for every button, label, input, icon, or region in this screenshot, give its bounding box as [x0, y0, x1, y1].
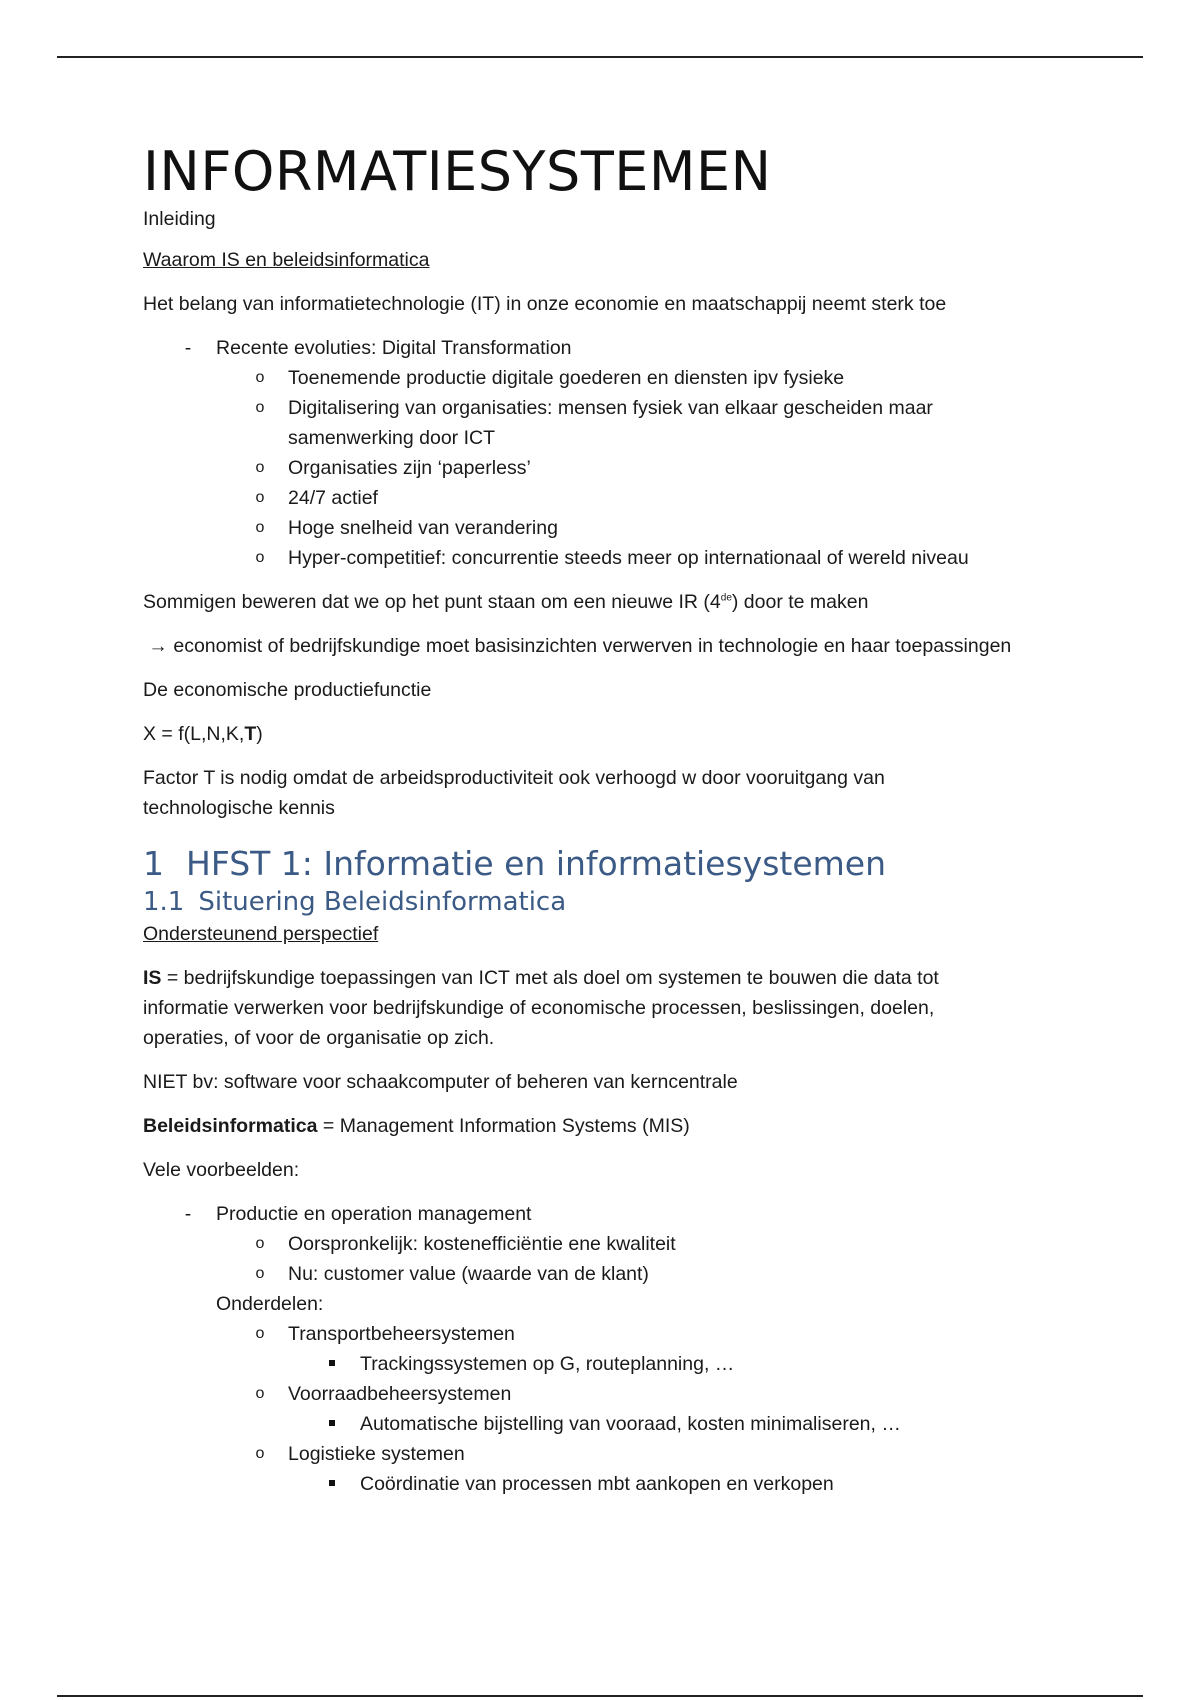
production-item: Oorspronkelijk: kostenefficiëntie ene kwaliteit: [288, 1233, 676, 1255]
production-function-label: De economische productiefunctie: [143, 679, 432, 701]
circle-bullet: o: [255, 1385, 265, 1402]
square-bullet-icon: [322, 1469, 342, 1499]
list-item: [143, 453, 1103, 483]
circle-bullet: o: [255, 549, 265, 566]
evolution-item: Digitalisering van organisaties: mensen fysiek van elkaar gescheiden maar samenwerking door ICT: [288, 397, 933, 449]
circle-bullet: o: [255, 459, 265, 476]
list-item: [143, 483, 1103, 513]
subsection-heading: [143, 885, 1103, 919]
dash-bullet: -: [184, 337, 192, 359]
document-title: INFORMATIESYSTEMEN: [143, 140, 772, 203]
circle-bullet: o: [255, 1445, 265, 1462]
factor-t-paragraph: Factor T is nodig omdat de arbeidsproductiviteit ook verhoogd w door vooruitgang van technologische kennis: [143, 767, 885, 819]
formula: [143, 719, 1103, 749]
square-bullet-icon: [322, 1349, 342, 1379]
list-item: [143, 1199, 1103, 1229]
is-definition-text: = bedrijfskundige toepassingen van ICT met als doel om systemen te bouwen die data tot informatie verwerken voor bedrijfskundige of economische processen, beslissingen, doelen, operaties, of voor de organisatie op zich.: [143, 967, 939, 1049]
list-item: [143, 1379, 1103, 1409]
part-label: Transportbeheersystemen: [288, 1323, 515, 1345]
production-list: [143, 1199, 1103, 1499]
formula-t: T: [244, 723, 257, 745]
economist-text: economist of bedrijfskundige moet basisinzichten verwerven in technologie en haar toepassingen: [173, 635, 1012, 657]
list-item: [143, 543, 1103, 573]
is-definition: [143, 963, 983, 1053]
list-item: [143, 1409, 1103, 1439]
part-label: Voorraadbeheersystemen: [288, 1383, 512, 1405]
economist-line: [143, 631, 1103, 661]
belang-paragraph: Het belang van informatietechnologie (IT) in onze economie en maatschappij neemt sterk toe: [143, 293, 947, 315]
part-detail: Trackingssystemen op G, routeplanning, …: [360, 1353, 735, 1375]
examples-label: Vele voorbeelden:: [143, 1159, 300, 1181]
production-item: Nu: customer value (waarde van de klant): [288, 1263, 649, 1285]
parts-label: Onderdelen:: [216, 1293, 324, 1315]
ir-claim: [143, 587, 1103, 617]
circle-bullet: o: [255, 399, 265, 416]
formula-suffix: ): [256, 723, 263, 745]
list-item: [143, 393, 1103, 453]
list-item: [143, 1259, 1103, 1289]
list-item: [143, 1229, 1103, 1259]
list-item: [143, 1469, 1103, 1499]
bi-term: Beleidsinformatica: [143, 1115, 318, 1137]
circle-bullet: o: [255, 1265, 265, 1282]
evolution-item: Hoge snelheid van verandering: [288, 517, 558, 539]
ir-claim-sup: de: [720, 592, 732, 604]
intro-label: Inleiding: [143, 208, 216, 230]
bi-definition-text: = Management Information Systems (MIS): [317, 1115, 690, 1137]
evolutions-list: [143, 333, 1103, 573]
evolution-item: Organisaties zijn ‘paperless’: [288, 457, 531, 479]
list-item: [143, 363, 1103, 393]
chapter-number: 1: [143, 844, 164, 883]
ir-claim-text: Sommigen beweren dat we op het punt staan om een nieuwe IR (4: [143, 591, 721, 613]
list-item: [143, 1319, 1103, 1349]
ir-claim-text-end: ) door te maken: [731, 591, 869, 613]
chapter-heading: [143, 843, 1103, 885]
page-content: [143, 140, 1103, 1499]
header-rule: [57, 56, 1143, 58]
section-heading: Waarom IS en beleidsinformatica: [143, 249, 430, 271]
part-label: Logistieke systemen: [288, 1443, 465, 1465]
circle-bullet: o: [255, 519, 265, 536]
dash-bullet: -: [184, 1203, 192, 1225]
formula-prefix: X = f(L,N,K,: [143, 723, 245, 745]
list-item: [143, 333, 1103, 363]
circle-bullet: o: [255, 489, 265, 506]
list-item: [143, 1349, 1103, 1379]
arrow-right-icon: →: [148, 635, 168, 657]
niet-paragraph: NIET bv: software voor schaakcomputer of beheren van kerncentrale: [143, 1071, 738, 1093]
is-term: IS: [143, 967, 162, 989]
circle-bullet: o: [255, 1235, 265, 1252]
production-label: Productie en operation management: [216, 1203, 532, 1225]
chapter-title: HFST 1: Informatie en informatiesystemen: [186, 844, 887, 883]
list-item: [143, 513, 1103, 543]
evolution-item: Toenemende productie digitale goederen en diensten ipv fysieke: [288, 367, 845, 389]
circle-bullet: o: [255, 369, 265, 386]
square-bullet-icon: [322, 1409, 342, 1439]
part-detail: Coördinatie van processen mbt aankopen en verkopen: [360, 1473, 834, 1495]
subsection-number: 1.1: [143, 887, 185, 917]
circle-bullet: o: [255, 1325, 265, 1342]
part-detail: Automatische bijstelling van vooraad, kosten minimaliseren, …: [360, 1413, 901, 1435]
list-item: [143, 1439, 1103, 1469]
perspective-heading: Ondersteunend perspectief: [143, 923, 379, 945]
evolutions-label: Recente evoluties: Digital Transformation: [216, 337, 572, 359]
footer-rule: [57, 1695, 1143, 1697]
evolution-item: Hyper-competitief: concurrentie steeds meer op internationaal of wereld niveau: [288, 547, 969, 569]
subsection-title: Situering Beleidsinformatica: [198, 887, 567, 917]
bi-definition: [143, 1111, 1103, 1141]
evolution-item: 24/7 actief: [288, 487, 378, 509]
